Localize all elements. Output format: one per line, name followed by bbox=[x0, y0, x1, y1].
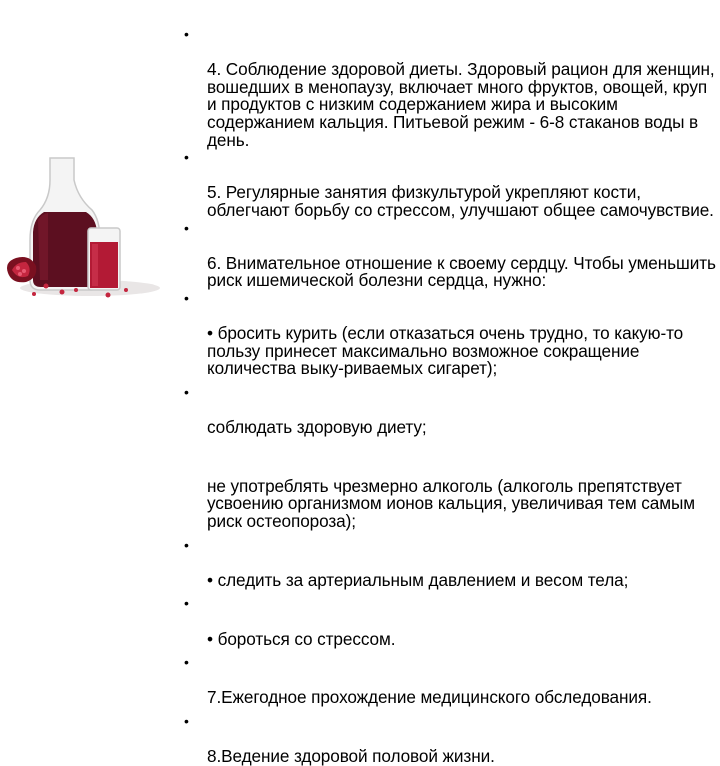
bullet-icon: • bbox=[184, 712, 189, 729]
list-item-text: • бросить курить (если отказаться очень трудно, то какую-то пользу принесет максимально возможное сокращение количества выку-риваемых сигарет); bbox=[207, 323, 684, 379]
list-item-text: 7.Ежегодное прохождение медицинского обследования. bbox=[207, 687, 652, 708]
bullet-icon: • bbox=[184, 654, 189, 671]
list-item bbox=[180, 537, 716, 590]
bullet-icon: • bbox=[184, 536, 189, 553]
list-item-text: • бороться со стрессом. bbox=[207, 628, 396, 649]
bullet-list bbox=[180, 26, 716, 766]
list-item bbox=[180, 26, 716, 149]
list-item-text: 4. Соблюдение здоровой диеты. Здоровый рацион для женщин, вошедших в менопаузу, включает много фруктов, овощей, круп и продуктов с низким содержанием жира и высоким содержанием кальция. Питьевой режим - 6-8 стаканов воды в день. bbox=[207, 59, 715, 150]
bullet-icon: • bbox=[184, 219, 189, 236]
bullet-icon: • bbox=[184, 26, 189, 42]
list-item-text: 5. Регулярные занятия физкультурой укрепляют кости, облегчают борьбу со стрессом, улучшают общее самочувствие. bbox=[207, 182, 714, 220]
list-item-text: не употреблять чрезмерно алкоголь (алкоголь препятствует усвоению организмом ионов кальция, увеличивая тем самым риск остеопороза); bbox=[207, 475, 695, 532]
list-item bbox=[180, 713, 716, 766]
list-item bbox=[180, 443, 716, 531]
list-item bbox=[180, 149, 716, 219]
list-item bbox=[180, 290, 716, 378]
list-item-text: соблюдать здоровую диету; bbox=[207, 417, 427, 438]
list-item-text: 8.Ведение здоровой половой жизни. bbox=[207, 746, 495, 766]
list-item bbox=[180, 595, 716, 648]
bullet-icon: • bbox=[184, 149, 189, 166]
list-item-text: • следить за артериальным давлением и весом тела; bbox=[207, 569, 629, 590]
bullet-icon: • bbox=[184, 383, 189, 400]
pomegranate-juice-photo bbox=[0, 140, 185, 325]
bullet-icon: • bbox=[184, 595, 189, 612]
list-item bbox=[180, 384, 716, 437]
list-item-text: 6. Внимательное отношение к своему сердцу. Чтобы уменьшить риск ишемической болезни сердца, нужно: bbox=[207, 252, 716, 291]
bullet-icon: • bbox=[184, 289, 189, 306]
list-item bbox=[180, 220, 716, 290]
list-item bbox=[180, 654, 716, 707]
